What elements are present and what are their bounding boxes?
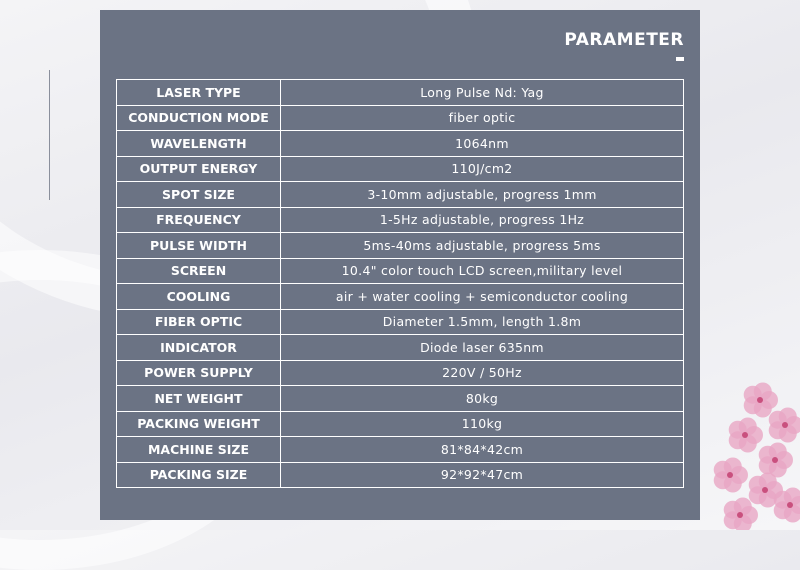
param-value: 92*92*47cm	[281, 462, 684, 488]
param-value: 220V / 50Hz	[281, 360, 684, 386]
flower-icon	[690, 380, 800, 530]
param-label: SPOT SIZE	[117, 182, 281, 208]
param-value: Long Pulse Nd: Yag	[281, 80, 684, 106]
panel-title: PARAMETER	[564, 30, 684, 50]
param-value: fiber optic	[281, 105, 684, 131]
table-row	[117, 360, 684, 386]
param-value: Diode laser 635nm	[281, 335, 684, 361]
parameter-panel	[100, 10, 700, 520]
param-value: 1064nm	[281, 131, 684, 157]
param-label: MACHINE SIZE	[117, 437, 281, 463]
table-row	[117, 105, 684, 131]
table-row	[117, 156, 684, 182]
param-label: COOLING	[117, 284, 281, 310]
table-row	[117, 258, 684, 284]
param-value: 5ms-40ms adjustable, progress 5ms	[281, 233, 684, 259]
param-label: PULSE WIDTH	[117, 233, 281, 259]
param-value: 110kg	[281, 411, 684, 437]
background-divider	[49, 70, 50, 200]
parameter-table	[116, 79, 684, 488]
param-label: FIBER OPTIC	[117, 309, 281, 335]
param-value: 10.4" color touch LCD screen,military level	[281, 258, 684, 284]
table-row	[117, 462, 684, 488]
param-label: WAVELENGTH	[117, 131, 281, 157]
table-row	[117, 335, 684, 361]
param-label: CONDUCTION MODE	[117, 105, 281, 131]
table-row	[117, 131, 684, 157]
param-value: 80kg	[281, 386, 684, 412]
param-label: LASER TYPE	[117, 80, 281, 106]
param-label: PACKING WEIGHT	[117, 411, 281, 437]
param-label: SCREEN	[117, 258, 281, 284]
table-row	[117, 309, 684, 335]
param-value: 81*84*42cm	[281, 437, 684, 463]
param-label: POWER SUPPLY	[117, 360, 281, 386]
param-value: 1-5Hz adjustable, progress 1Hz	[281, 207, 684, 233]
title-underline	[676, 57, 684, 61]
table-row	[117, 233, 684, 259]
param-label: FREQUENCY	[117, 207, 281, 233]
table-row	[117, 80, 684, 106]
param-label: INDICATOR	[117, 335, 281, 361]
param-value: 3-10mm adjustable, progress 1mm	[281, 182, 684, 208]
table-row	[117, 207, 684, 233]
table-row	[117, 182, 684, 208]
param-value: Diameter 1.5mm, length 1.8m	[281, 309, 684, 335]
param-label: OUTPUT ENERGY	[117, 156, 281, 182]
table-row	[117, 437, 684, 463]
param-label: NET WEIGHT	[117, 386, 281, 412]
table-row	[117, 284, 684, 310]
param-value: air + water cooling + semiconductor cooling	[281, 284, 684, 310]
param-value: 110J/cm2	[281, 156, 684, 182]
param-label: PACKING SIZE	[117, 462, 281, 488]
table-row	[117, 386, 684, 412]
table-row	[117, 411, 684, 437]
